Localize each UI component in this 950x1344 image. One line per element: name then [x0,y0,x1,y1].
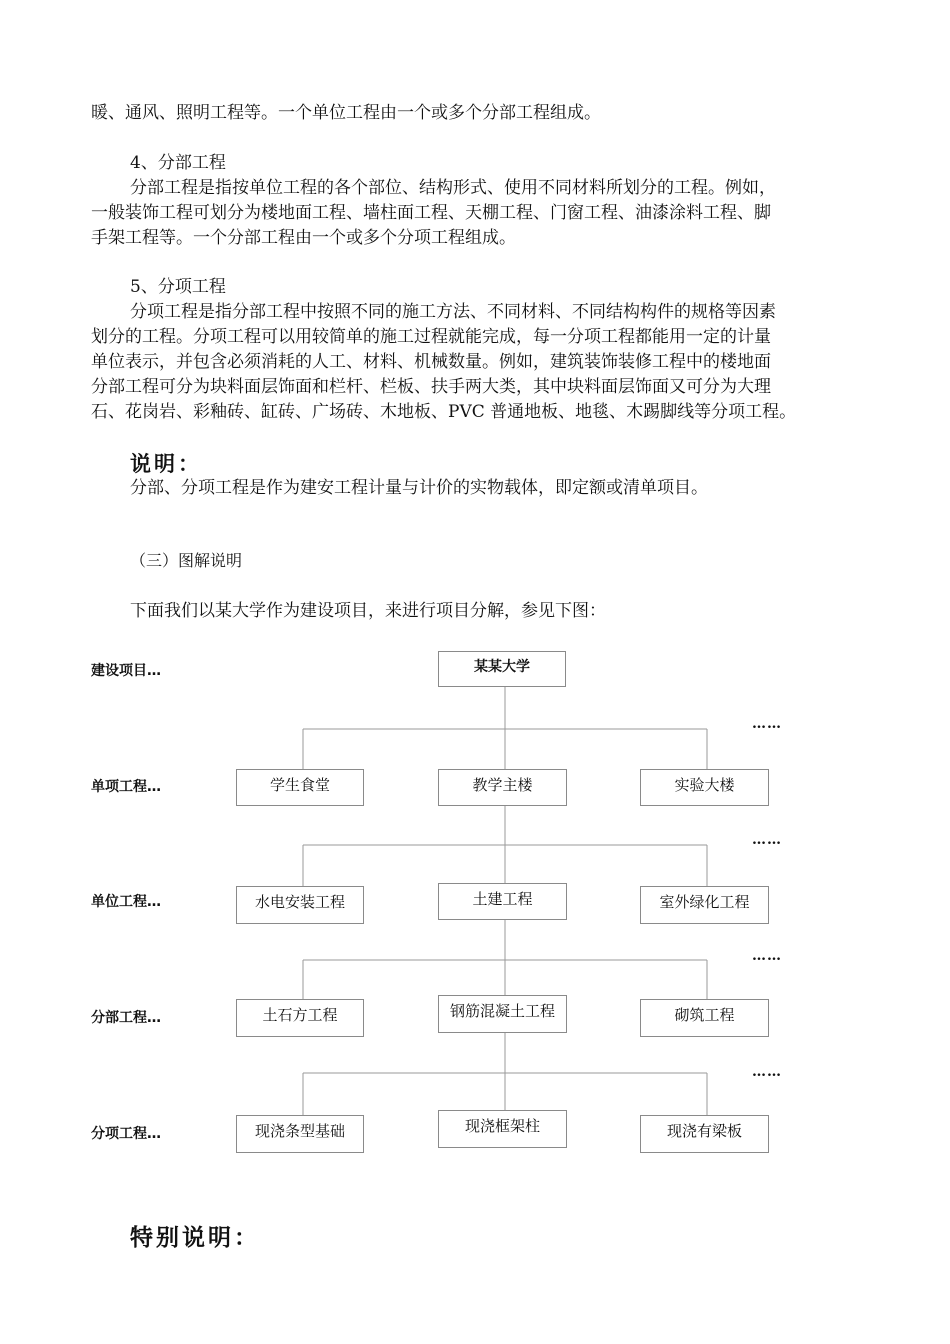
node-division: 土石方工程 [236,999,364,1037]
paragraph-line: 手架工程等。一个分部工程由一个或多个分项工程组成。 [91,228,516,248]
node-subitem: 现浇有梁板 [640,1115,769,1153]
node-single-item: 学生食堂 [236,769,364,806]
node-unit: 水电安装工程 [236,886,364,924]
node-single-item: 教学主楼 [438,769,567,806]
section-heading: 4、分部工程 [130,153,226,173]
paragraph-line: 石、花岗岩、彩釉砖、缸砖、广场砖、木地板、PVC 普通地板、地毯、木踢脚线等分项工程。 [91,402,797,422]
special-note-title: 特别说明： [130,1224,260,1251]
paragraph-line: 暖、通风、照明工程等。一个单位工程由一个或多个分部工程组成。 [91,103,601,123]
paragraph-line: 一般装饰工程可划分为楼地面工程、墙柱面工程、天棚工程、门窗工程、油漆涂料工程、脚 [91,203,771,223]
note-text: 分部、分项工程是作为建安工程计量与计价的实物载体，即定额或清单项目。 [130,478,708,498]
note-title: 说明： [130,451,202,476]
level-label-project: 建设项目… [91,663,161,679]
paragraph-line: 分部工程是指按单位工程的各个部位、结构形式、使用不同材料所划分的工程。例如， [130,178,776,198]
more-ellipsis: …… [752,716,782,732]
node-subitem: 现浇条型基础 [236,1115,364,1153]
intro-text: 下面我们以某大学作为建设项目，来进行项目分解，参见下图： [130,601,606,621]
paragraph-line: 划分的工程。分项工程可以用较简单的施工过程就能完成，每一分项工程都能用一定的计量 [91,327,771,347]
node-division: 钢筋混凝土工程 [438,995,567,1033]
node-single-item: 实验大楼 [640,769,769,806]
level-label-division: 分部工程… [91,1010,161,1026]
node-unit: 室外绿化工程 [640,886,769,924]
section-heading: （三）图解说明 [130,551,243,570]
level-label-single-item: 单项工程… [91,779,161,795]
node-root: 某某大学 [438,651,566,687]
paragraph-line: 分项工程是指分部工程中按照不同的施工方法、不同材料、不同结构构件的规格等因素 [130,302,776,322]
node-subitem: 现浇框架柱 [438,1110,567,1148]
more-ellipsis: …… [752,948,782,964]
more-ellipsis: …… [752,1064,782,1080]
section-heading: 5、分项工程 [130,277,226,297]
paragraph-line: 单位表示，并包含必须消耗的人工、材料、机械数量。例如，建筑装饰装修工程中的楼地面 [91,352,771,372]
node-unit: 土建工程 [438,883,567,920]
more-ellipsis: …… [752,832,782,848]
node-division: 砌筑工程 [640,999,769,1037]
paragraph-line: 分部工程可分为块料面层饰面和栏杆、栏板、扶手两大类，其中块料面层饰面又可分为大理 [91,377,771,397]
level-label-unit: 单位工程… [91,894,161,910]
level-label-subitem: 分项工程… [91,1126,161,1142]
